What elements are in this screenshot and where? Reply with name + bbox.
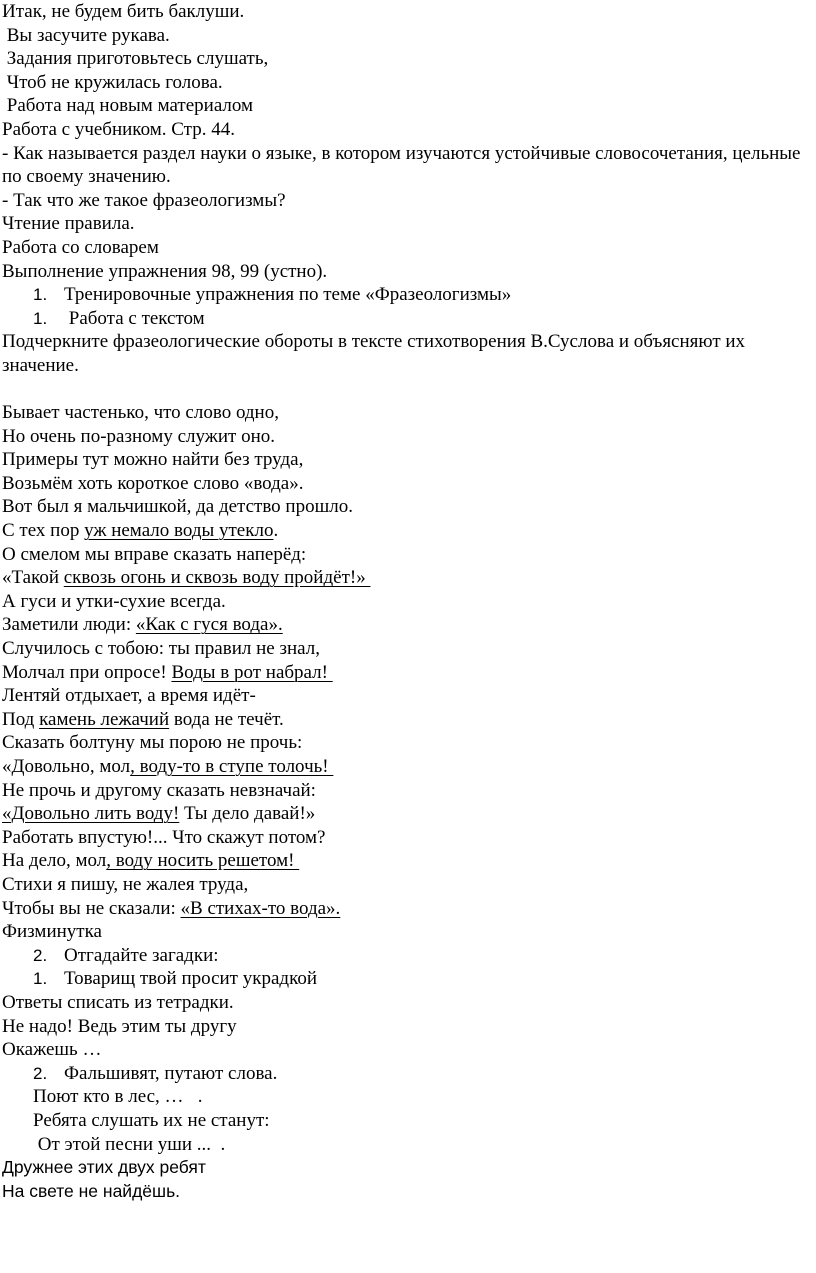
riddle-line: Фальшивят, путают слова.	[64, 1062, 278, 1084]
poem-text: Под	[2, 708, 40, 730]
poem-line	[2, 755, 812, 779]
poem-text: «Такой	[2, 567, 64, 589]
poem-text: Ты дело давай!»	[179, 803, 316, 825]
closing-line: На свете не найдёшь.	[2, 1180, 181, 1201]
task-paragraph: Подчеркните фразеологические обороты в тексте стихотворения В.Суслова и объясняют их значение.	[2, 331, 746, 376]
poem-text: Молчал при опросе!	[2, 661, 172, 683]
list-number: 1.	[33, 969, 48, 989]
poem-line	[2, 849, 812, 873]
blank-line	[2, 378, 812, 402]
poem-line: Сказать болтуну мы порою не прочь:	[2, 732, 303, 754]
step-line: Чтение правила.	[2, 213, 135, 235]
poem-line: Бывает частенько, что слово одно,	[2, 402, 279, 424]
list-item-text: Отгадайте загадки:	[64, 944, 219, 966]
poem-line: Случилось с тобою: ты правил не знал,	[2, 638, 320, 660]
section-heading: Физминутка	[2, 921, 102, 943]
poem-line	[2, 566, 812, 590]
riddle-line: От этой песни уши ... .	[33, 1133, 226, 1155]
phraseologism-underlined: уж немало воды утекло	[84, 520, 274, 542]
step-line: Работа со словарем	[2, 236, 159, 258]
document-page	[2, 0, 812, 1203]
list-number: 1.	[33, 285, 48, 305]
poem-line	[2, 708, 812, 732]
poem-line: О смелом мы вправе сказать наперёд:	[2, 543, 307, 565]
list-item	[2, 967, 812, 991]
poem-text: На дело, мол	[2, 850, 107, 872]
poem-text: Заметили люди:	[2, 614, 136, 636]
poem-line: Возьмём хоть короткое слово «вода».	[2, 472, 304, 494]
riddle	[2, 1062, 812, 1156]
poem-line: Стихи я пишу, не жалея труда,	[2, 873, 249, 895]
list-number: 2.	[33, 1063, 48, 1083]
poem-line	[2, 661, 812, 685]
poem-text: С тех пор	[2, 520, 85, 542]
intro-line: Вы засучите рукава.	[2, 24, 170, 46]
question-paragraph: - Как называется раздел науки о языке, в котором изучаются устойчивые словосочетания, цельные по своему значению.	[2, 142, 801, 188]
phraseologism-underlined: , воду носить решетом!	[106, 850, 300, 872]
list-item	[2, 944, 812, 968]
poem	[2, 401, 812, 920]
closing-line: Дружнее этих двух ребят	[2, 1157, 206, 1178]
list-item-text: Работа с текстом	[64, 307, 205, 329]
poem-line	[2, 613, 812, 637]
riddle-line: Окажешь …	[2, 1039, 102, 1061]
list-number: 1.	[33, 308, 48, 328]
poem-line	[2, 802, 812, 826]
phraseologism-underlined: «Как с гуся вода».	[135, 614, 283, 636]
phraseologism-underlined: Воды в рот набрал!	[171, 661, 333, 683]
question-line: - Так что же такое фразеологизмы?	[2, 189, 286, 211]
riddle-line: Ребята слушать их не станут:	[33, 1109, 270, 1131]
phraseologism-underlined: «Довольно лить воду!	[2, 803, 180, 825]
poem-text: «Довольно, мол	[2, 756, 131, 777]
poem-line: Вот был я мальчишкой, да детство прошло.	[2, 496, 353, 518]
phraseologism-underlined: камень лежачий	[39, 708, 170, 730]
poem-line: Лентяй отдыхает, а время идёт-	[2, 685, 256, 707]
poem-text: Чтобы вы не сказали:	[2, 897, 181, 919]
riddle-line: Не надо! Ведь этим ты другу	[2, 1015, 237, 1037]
poem-line: Работать впустую!... Что скажут потом?	[2, 826, 326, 848]
list-item	[2, 307, 812, 331]
list-item	[2, 283, 812, 307]
phraseologism-underlined: «В стихах-то вода».	[180, 897, 341, 919]
intro-line: Чтоб не кружилась голова.	[2, 71, 223, 93]
step-line: Выполнение упражнения 98, 99 (устно).	[2, 260, 328, 282]
poem-line: Но очень по-разному служит оно.	[2, 425, 275, 447]
phraseologism-underlined: , воду-то в ступе толочь!	[130, 756, 334, 777]
intro-line: Итак, не будем бить баклуши.	[2, 1, 245, 22]
intro-line: Работа над новым материалом	[2, 95, 254, 117]
riddle-line: Товарищ твой просит украдкой	[64, 968, 318, 990]
phraseologism-underlined: сквозь огонь и сквозь воду пройдёт!»	[63, 567, 371, 589]
poem-text: вода не течёт.	[169, 708, 284, 730]
intro-line: Работа с учебником. Стр. 44.	[2, 118, 235, 140]
list-item	[2, 1062, 812, 1086]
poem-text: .	[273, 520, 279, 542]
poem-line	[2, 519, 812, 543]
poem-line: А гуси и утки-сухие всегда.	[2, 590, 226, 612]
poem-line: Не прочь и другому сказать невзначай:	[2, 779, 316, 801]
list-item-text: Тренировочные упражнения по теме «Фразеологизмы»	[64, 284, 512, 306]
intro-line: Задания приготовьтесь слушать,	[2, 48, 269, 70]
riddle	[2, 967, 812, 1061]
list-number: 2.	[33, 945, 48, 965]
riddle-line: Ответы списать из тетрадки.	[2, 991, 234, 1013]
riddle-line: Поют кто в лес, … .	[33, 1086, 203, 1108]
poem-line: Примеры тут можно найти без труда,	[2, 449, 304, 471]
poem-line	[2, 897, 812, 921]
